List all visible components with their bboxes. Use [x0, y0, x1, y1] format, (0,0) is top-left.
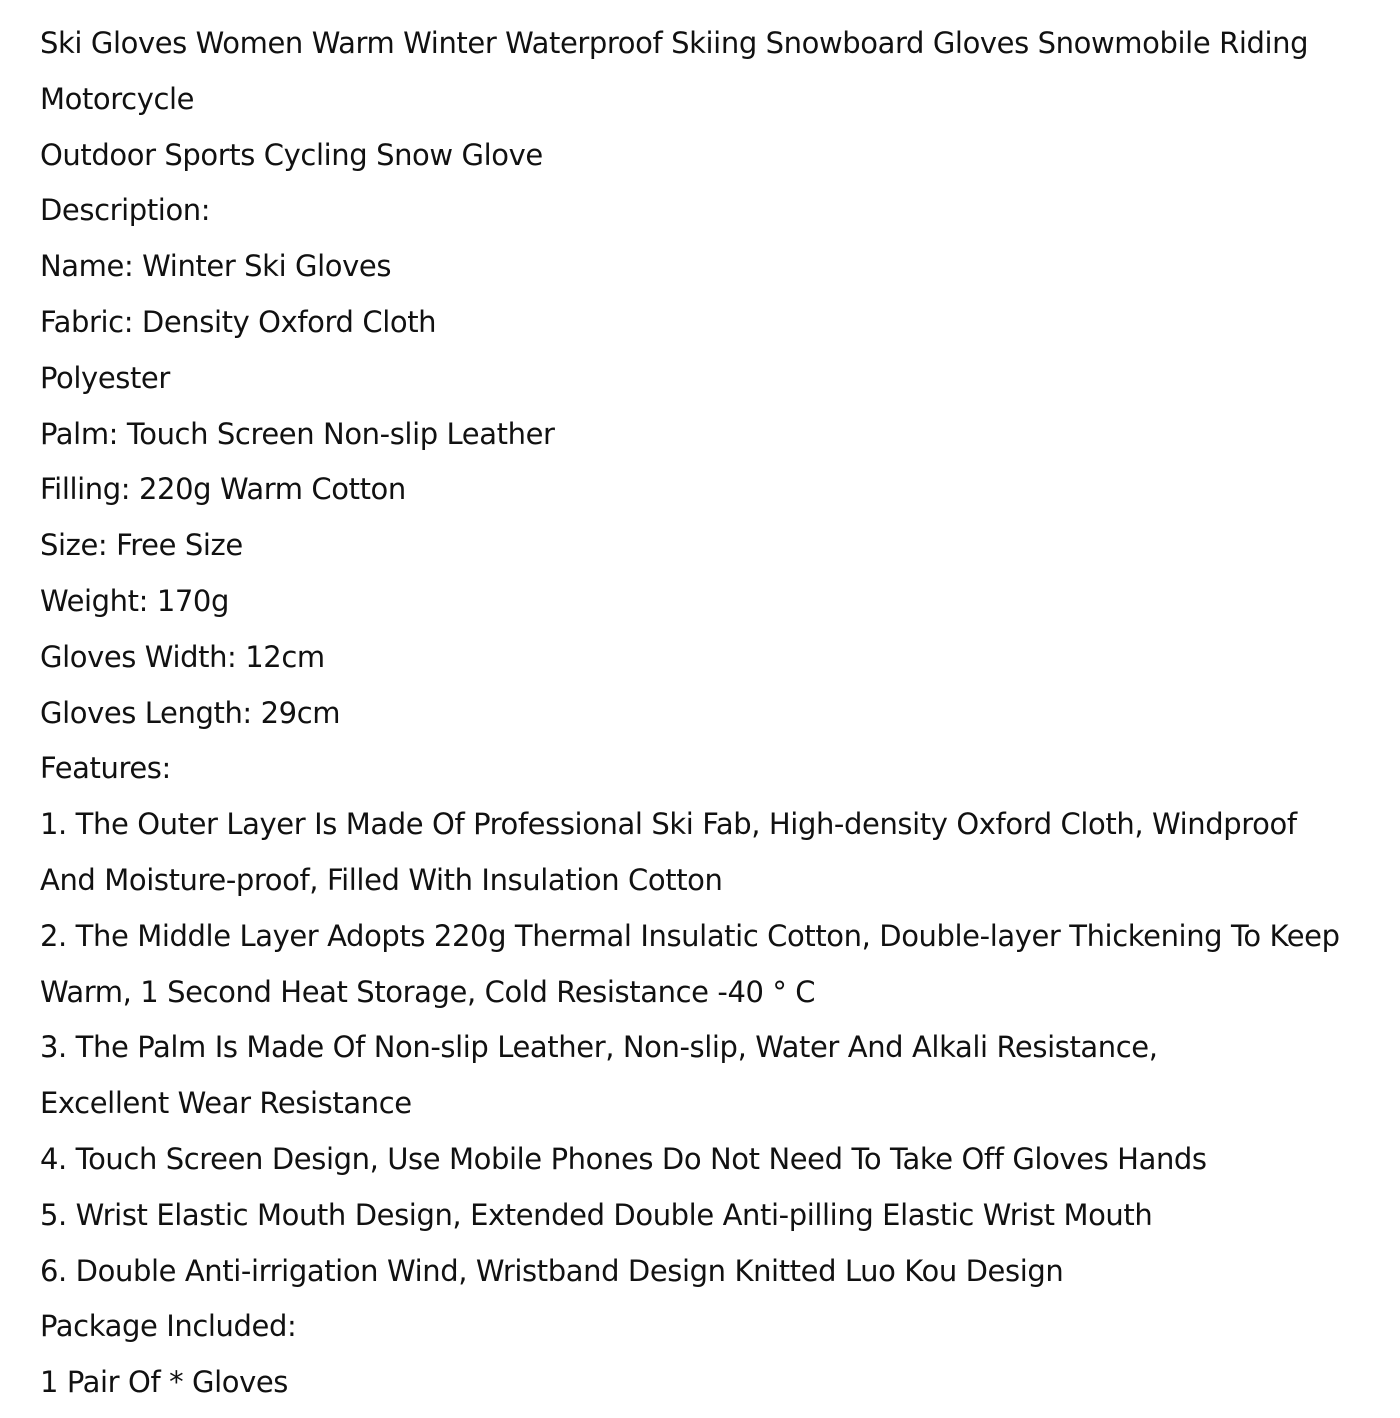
- features-heading: Features:: [40, 751, 171, 786]
- spec-fabric: Fabric: Density Oxford Cloth: [40, 304, 437, 339]
- title-line-3: Outdoor Sports Cycling Snow Glove: [40, 137, 543, 172]
- feature-2-line-2: Warm, 1 Second Heat Storage, Cold Resistance -40 ° C: [40, 974, 816, 1009]
- feature-2-line-1: 2. The Middle Layer Adopts 220g Thermal Insulatic Cotton, Double-layer Thickening To Keep: [40, 918, 1340, 953]
- spec-name: Name: Winter Ski Gloves: [40, 249, 392, 284]
- package-heading: Package Included:: [40, 1309, 297, 1344]
- feature-3-line-2: Excellent Wear Resistance: [40, 1086, 412, 1121]
- title-line-1: Ski Gloves Women Warm Winter Waterproof Skiing Snowboard Gloves Snowmobile Riding: [40, 26, 1309, 60]
- package-item: 1 Pair Of * Gloves: [40, 1365, 288, 1400]
- product-description-document: [40, 16, 1390, 1411]
- feature-3-line-1: 3. The Palm Is Made Of Non-slip Leather, Non-slip, Water And Alkali Resistance,: [40, 1030, 1158, 1065]
- spec-size: Size: Free Size: [40, 528, 243, 563]
- spec-weight: Weight: 170g: [40, 583, 229, 618]
- feature-6: 6. Double Anti-irrigation Wind, Wristband Design Knitted Luo Kou Design: [40, 1253, 1064, 1288]
- spec-filling: Filling: 220g Warm Cotton: [40, 472, 406, 507]
- spec-fabric-continued: Polyester: [40, 360, 170, 395]
- spec-palm: Palm: Touch Screen Non-slip Leather: [40, 416, 555, 451]
- feature-1-line-1: 1. The Outer Layer Is Made Of Professional Ski Fab, High-density Oxford Cloth, Windproof: [40, 807, 1297, 842]
- spec-width: Gloves Width: 12cm: [40, 639, 325, 674]
- title-line-2: Motorcycle: [40, 81, 195, 116]
- feature-1-line-2: And Moisture-proof, Filled With Insulation Cotton: [40, 862, 723, 897]
- feature-5: 5. Wrist Elastic Mouth Design, Extended Double Anti-pilling Elastic Wrist Mouth: [40, 1197, 1153, 1232]
- description-heading: Description:: [40, 193, 211, 228]
- feature-4: 4. Touch Screen Design, Use Mobile Phones Do Not Need To Take Off Gloves Hands: [40, 1141, 1207, 1176]
- spec-length: Gloves Length: 29cm: [40, 695, 341, 730]
